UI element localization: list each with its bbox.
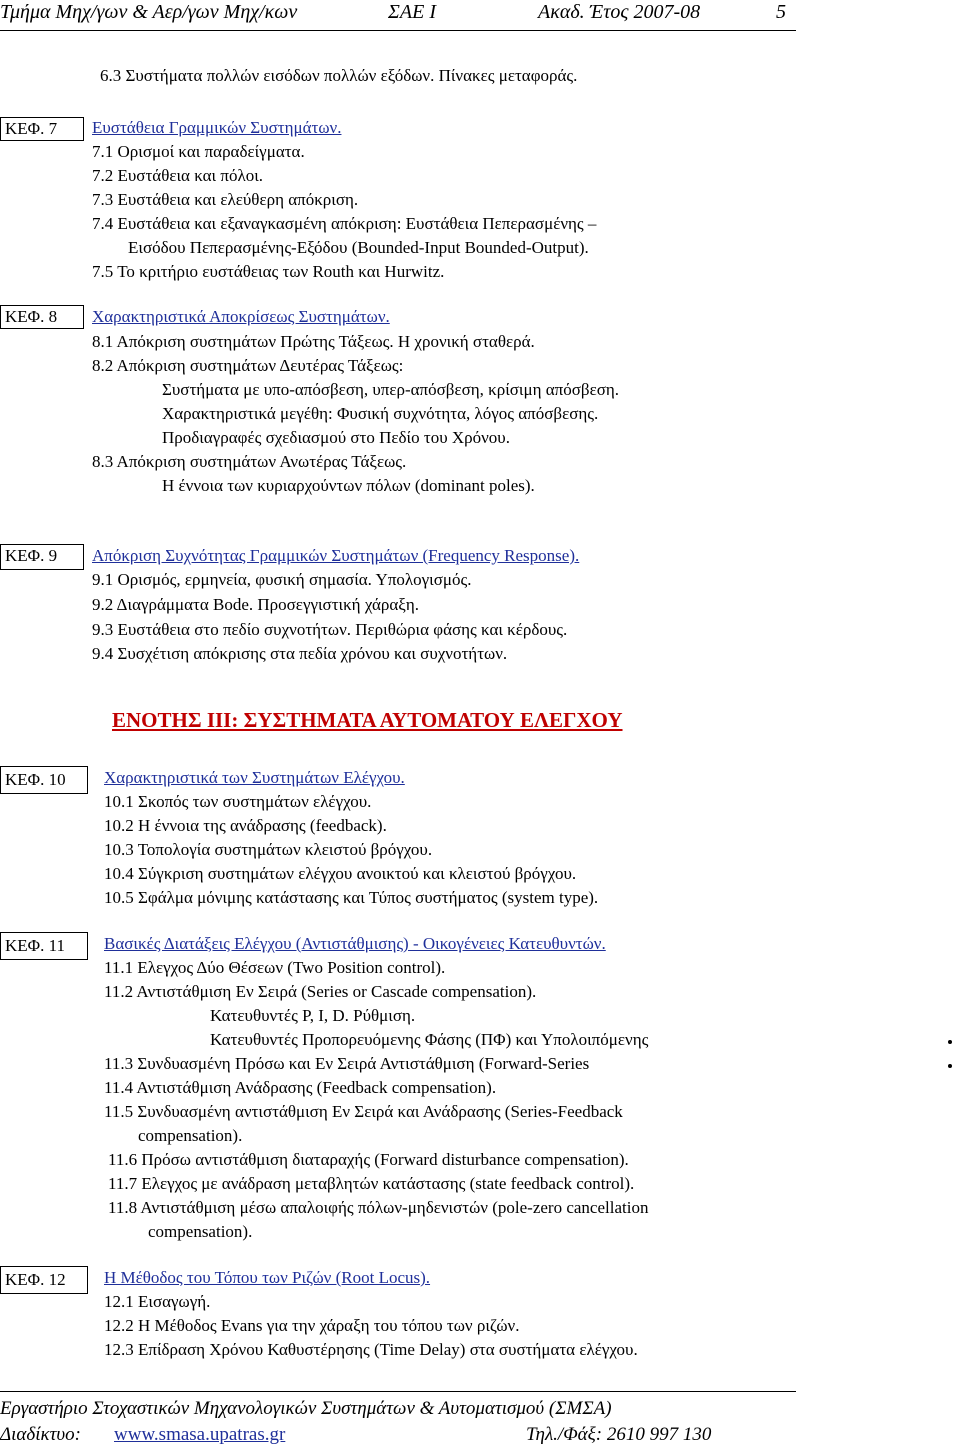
list-item: 7.1 Ορισμοί και παραδείγματα.: [92, 142, 305, 161]
list-item: 9.1 Ορισμός, ερμηνεία, φυσική σημασία. Υπολογισμός.: [92, 570, 472, 589]
list-item: 12.3 Επίδραση Χρόνου Καθυστέρησης (Time Delay) στα συστήματα ελέγχου.: [104, 1340, 638, 1359]
chapter-10-label: ΚΕΦ. 10: [0, 766, 88, 794]
list-item: Συστήματα με υπο-απόσβεση, υπερ-απόσβεση, κρίσιμη απόσβεση.: [162, 380, 620, 399]
list-item: 7.5 Το κριτήριο ευστάθειας των Routh και Hurwitz.: [92, 262, 445, 281]
chapter-12-title[interactable]: Η Μέθοδος του Τόπου των Ριζών (Root Locus).: [104, 1268, 431, 1287]
list-item: 7.2 Ευστάθεια και πόλοι.: [92, 166, 264, 185]
section-title: ΕΝΟΤΗΣ ΙΙΙ: ΣΥΣΤΗΜΑΤΑ ΑΥΤΟΜΑΤΟΥ ΕΛΕΓΧΟΥ: [112, 708, 623, 732]
list-item: 9.2 Διαγράμματα Bode. Προσεγγιστική χάραξη.: [92, 595, 420, 614]
list-item: Κατευθυντές P, I, D. Ρύθμιση.: [210, 1006, 416, 1025]
list-item: Εισόδου Πεπερασμένης-Εξόδου (Bounded-Input Bounded-Output).: [128, 238, 589, 257]
margin-dot: [948, 1064, 952, 1068]
list-item: 11.3 Συνδυασμένη Πρόσω και Εν Σειρά Αντιστάθμιση (Forward-Series: [104, 1054, 590, 1073]
chapter-8-title[interactable]: Χαρακτηριστικά Αποκρίσεως Συστημάτων.: [92, 307, 390, 326]
list-item: Χαρακτηριστικά μεγέθη: Φυσική συχνότητα, λόγος απόσβεσης.: [162, 404, 599, 423]
list-item: 10.2 Η έννοια της ανάδρασης (feedback).: [104, 816, 387, 835]
footer-lab: Εργαστήριο Στοχαστικών Μηχανολογικών Συστημάτων & Αυτοματισμού (ΣΜΣΑ): [0, 1398, 612, 1419]
list-item: 11.1 Ελεγχος Δύο Θέσεων (Two Position control).: [104, 958, 446, 977]
list-item: 11.5 Συνδυασμένη αντιστάθμιση Εν Σειρά και Ανάδρασης (Series-Feedback: [104, 1102, 623, 1121]
list-item: 9.3 Ευστάθεια στο πεδίο συχνοτήτων. Περιθώρια φάσης και κέρδους.: [92, 620, 568, 639]
footer-web-label: Διαδίκτυο:: [0, 1424, 81, 1445]
footer-web-link[interactable]: www.smasa.upatras.gr: [114, 1424, 286, 1445]
chapter-8-label: ΚΕΦ. 8: [0, 305, 84, 329]
list-item: 8.2 Απόκριση συστημάτων Δευτέρας Τάξεως:: [92, 356, 404, 375]
chapter-7-title[interactable]: Ευστάθεια Γραμμικών Συστημάτων.: [92, 118, 342, 137]
chapter-9-title[interactable]: Απόκριση Συχνότητας Γραμμικών Συστημάτων (Frequency Response).: [92, 546, 580, 565]
list-item: 10.4 Σύγκριση συστημάτων ελέγχου ανοικτού και κλειστού βρόγχου.: [104, 864, 577, 883]
list-item: 7.3 Ευστάθεια και ελεύθερη απόκριση.: [92, 190, 359, 209]
chapter-9-label: ΚΕΦ. 9: [0, 544, 84, 570]
list-item: compensation).: [148, 1222, 253, 1241]
item-6-3: 6.3 Συστήματα πολλών εισόδων πολλών εξόδων. Πίνακες μεταφοράς.: [100, 66, 578, 85]
list-item: 10.3 Τοπολογία συστημάτων κλειστού βρόγχου.: [104, 840, 433, 859]
list-item: Η έννοια των κυριαρχούντων πόλων (dominant poles).: [162, 476, 535, 495]
list-item: 11.2 Αντιστάθμιση Εν Σειρά (Series or Cascade compensation).: [104, 982, 537, 1001]
chapter-10-title[interactable]: Χαρακτηριστικά των Συστημάτων Ελέγχου.: [104, 768, 405, 787]
chapter-7-label: ΚΕΦ. 7: [0, 117, 84, 141]
header-year: Ακαδ. Έτος 2007-08: [538, 1, 701, 23]
list-item: 10.5 Σφάλμα μόνιμης κατάστασης και Τύπος συστήματος (system type).: [104, 888, 599, 907]
footer-phone: Τηλ./Φάξ: 2610 997 130: [526, 1424, 712, 1445]
list-item: Προδιαγραφές σχεδιασμού στο Πεδίο του Χρόνου.: [162, 428, 510, 447]
list-item: 9.4 Συσχέτιση απόκρισης στα πεδία χρόνου και συχνοτήτων.: [92, 644, 508, 663]
list-item: 11.6 Πρόσω αντιστάθμιση διαταραχής (Forward disturbance compensation).: [108, 1150, 629, 1169]
list-item: 11.4 Αντιστάθμιση Ανάδρασης (Feedback compensation).: [104, 1078, 497, 1097]
margin-dot: [948, 1040, 952, 1044]
list-item: 11.7 Ελεγχος με ανάδραση μεταβλητών κατάστασης (state feedback control).: [108, 1174, 635, 1193]
footer-rule: [0, 1391, 796, 1392]
header-page-number: 5: [776, 1, 786, 23]
chapter-12-label: ΚΕΦ. 12: [0, 1266, 88, 1294]
list-item: compensation).: [138, 1126, 243, 1145]
header-rule: [0, 30, 796, 31]
list-item: 10.1 Σκοπός των συστημάτων ελέγχου.: [104, 792, 372, 811]
chapter-11-title[interactable]: Βασικές Διατάξεις Ελέγχου (Αντιστάθμισης) - Οικογένειες Κατευθυντών.: [104, 934, 606, 953]
list-item: 12.2 Η Μέθοδος Evans για την χάραξη του τόπου των ριζών.: [104, 1316, 520, 1335]
list-item: 7.4 Ευστάθεια και εξαναγκασμένη απόκριση: Ευστάθεια Πεπερασμένης –: [92, 214, 597, 233]
list-item: 8.1 Απόκριση συστημάτων Πρώτης Τάξεως. Η χρονική σταθερά.: [92, 332, 535, 351]
list-item: Κατευθυντές Προπορευόμενης Φάσης (ΠΦ) και Υπολοιπόμενης: [210, 1030, 649, 1049]
chapter-11-label: ΚΕΦ. 11: [0, 932, 88, 960]
header-course: ΣΑΕ Ι: [388, 1, 436, 23]
list-item: 11.8 Αντιστάθμιση μέσω απαλοιφής πόλων-μηδενιστών (pole-zero cancellation: [108, 1198, 649, 1217]
list-item: 8.3 Απόκριση συστημάτων Ανωτέρας Τάξεως.: [92, 452, 407, 471]
list-item: 12.1 Εισαγωγή.: [104, 1292, 211, 1311]
header-dept: Τμήμα Μηχ/γων & Αερ/γων Μηχ/κων: [0, 1, 298, 23]
